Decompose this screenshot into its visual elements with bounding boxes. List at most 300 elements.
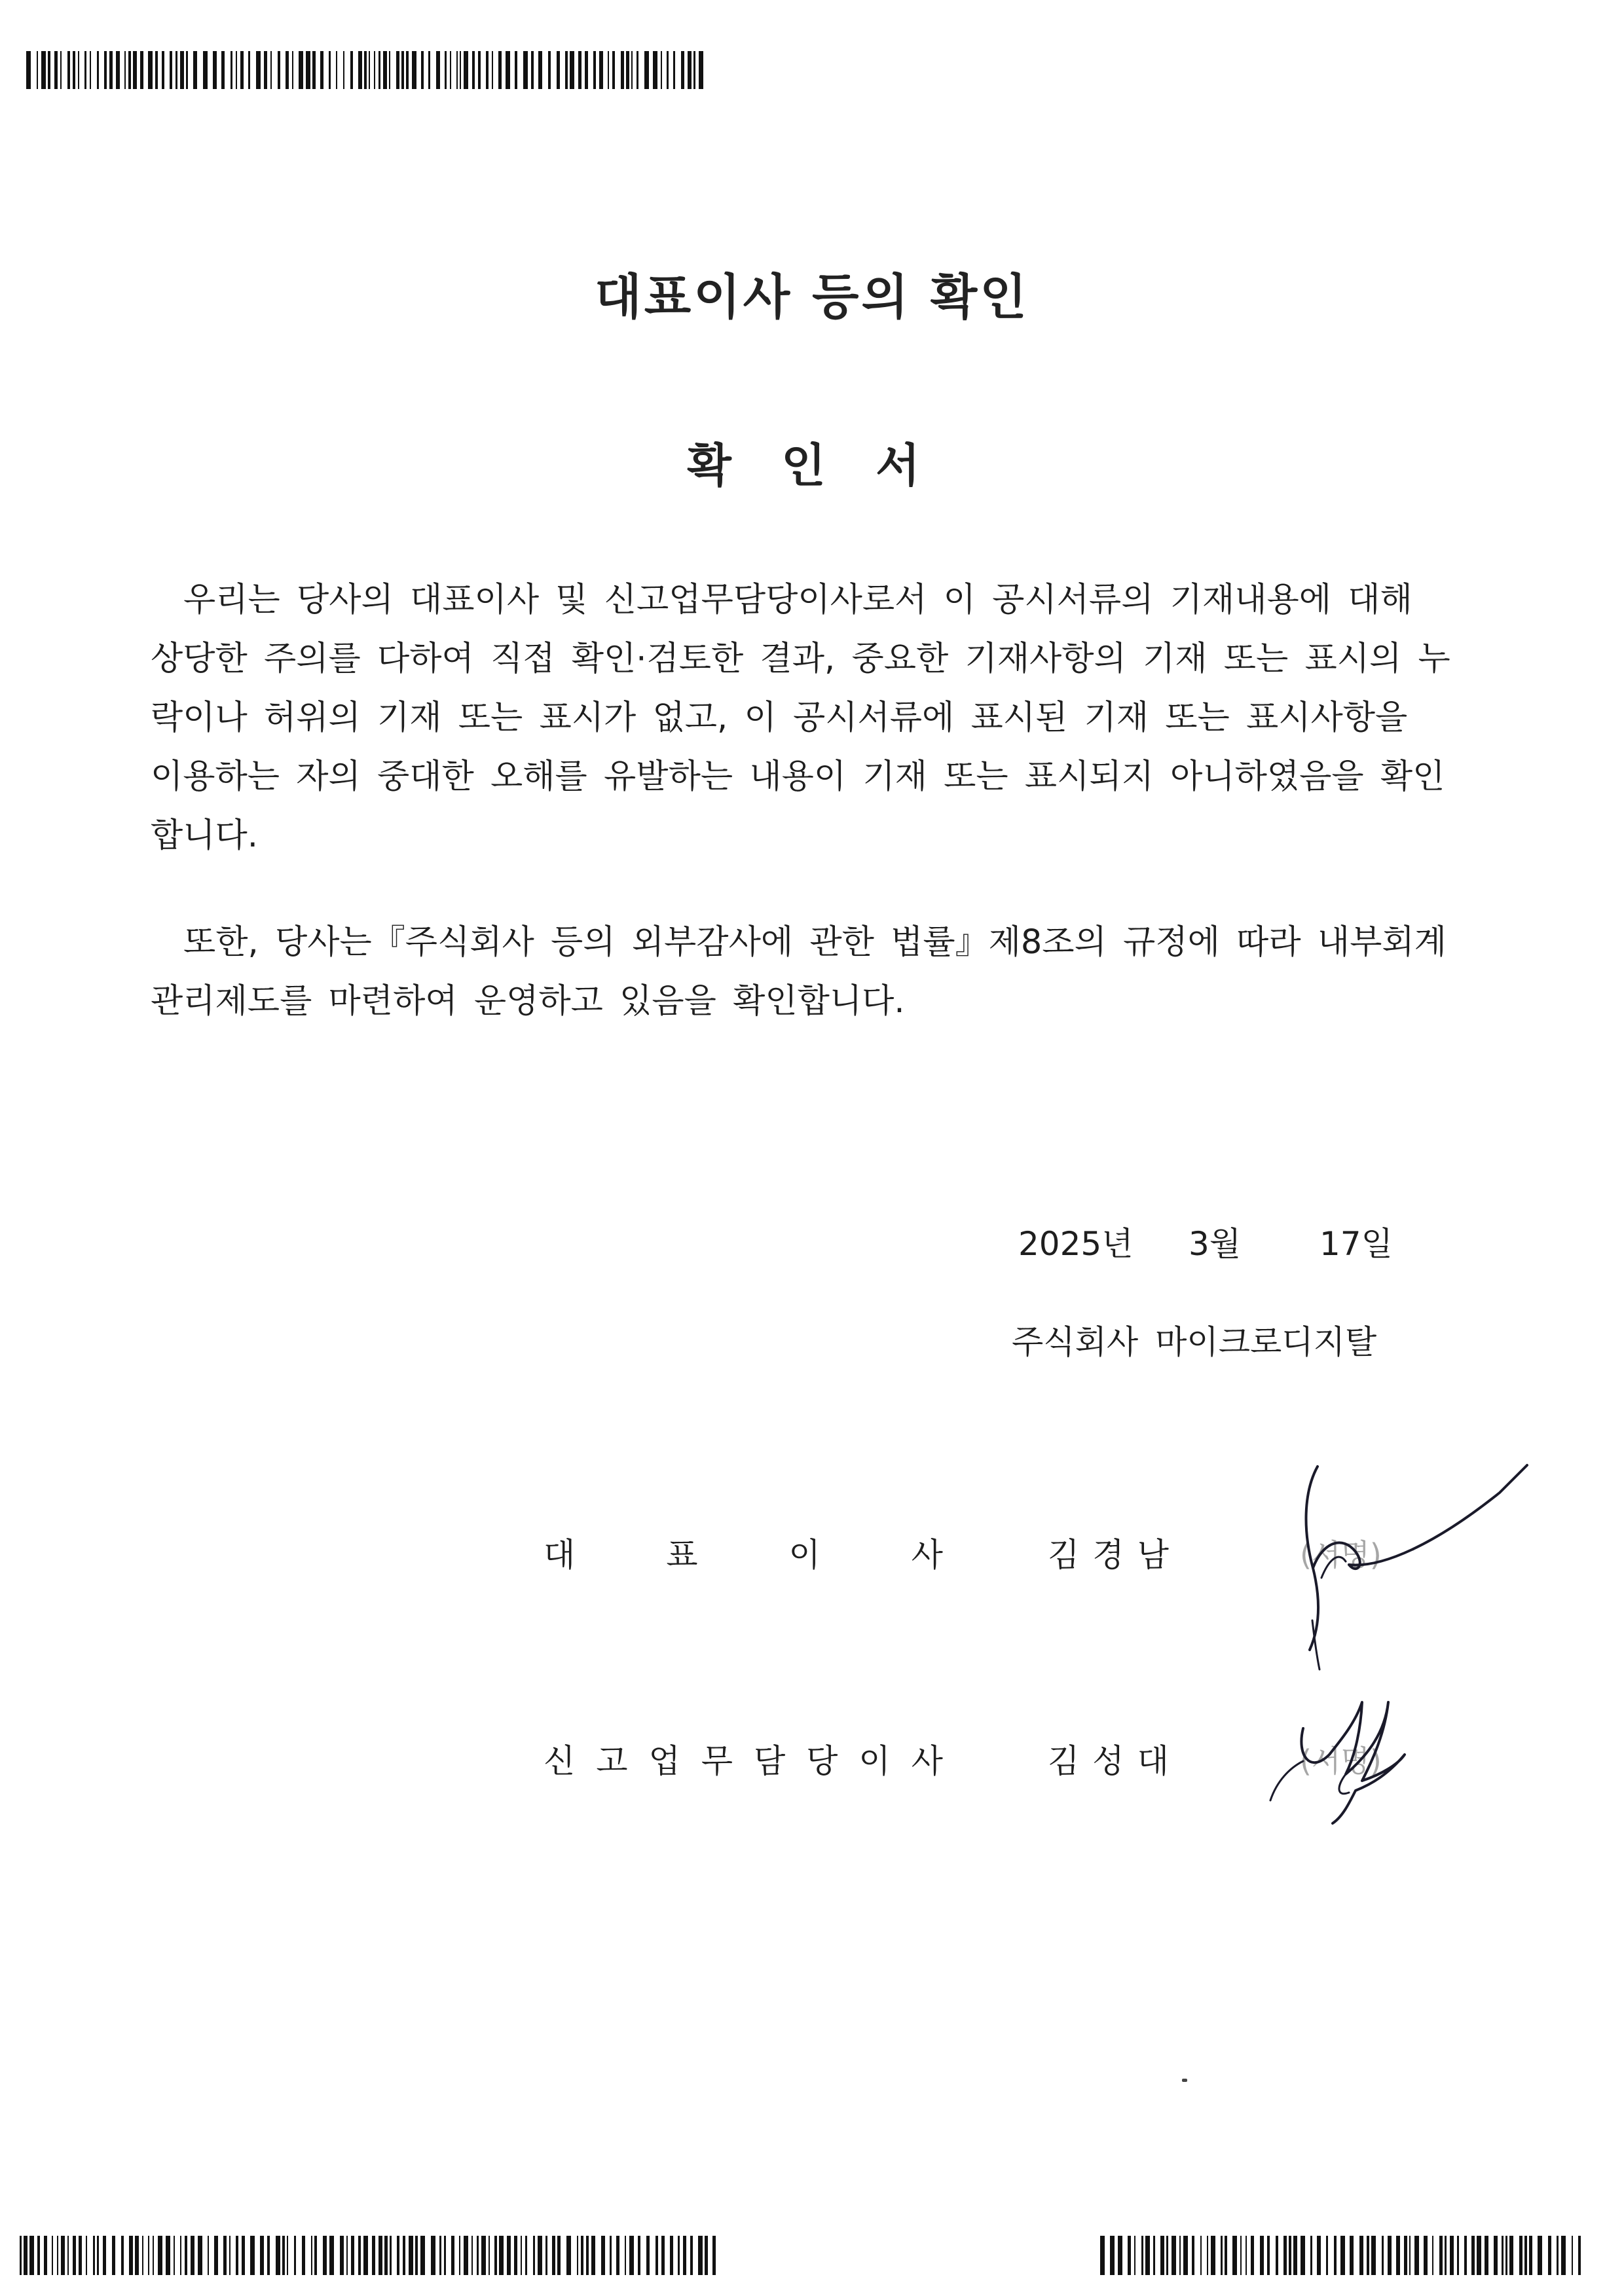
- barcode-bar: [1350, 2236, 1354, 2275]
- barcode-bar: [412, 51, 416, 89]
- barcode-bar: [48, 51, 50, 89]
- barcode-bar: [401, 51, 404, 89]
- barcode-bar: [231, 51, 232, 89]
- barcode-bar: [514, 2236, 517, 2275]
- barcode-bar: [44, 2236, 47, 2275]
- barcode-bar: [538, 51, 542, 89]
- barcode-bar: [329, 51, 331, 89]
- barcode-bar: [73, 2236, 76, 2275]
- barcode-bar: [486, 51, 489, 89]
- barcode-bar: [174, 2236, 175, 2275]
- barcode-bar: [436, 51, 440, 89]
- name-disclosure-director: 김성대: [1048, 1742, 1182, 1780]
- barcode-bar: [1128, 2236, 1131, 2275]
- barcode-bar: [661, 51, 662, 89]
- barcode-bar: [507, 2236, 511, 2275]
- barcode-bar: [369, 51, 371, 89]
- barcode-bar: [97, 2236, 99, 2275]
- barcode-bar: [78, 51, 79, 89]
- barcode-bar: [86, 2236, 87, 2275]
- barcode-bar: [570, 51, 574, 89]
- barcode-bar: [1404, 2236, 1407, 2275]
- barcode-bar: [1340, 2236, 1345, 2275]
- role-char: 신: [544, 1742, 576, 1780]
- barcode-bar: [186, 51, 188, 89]
- barcode-bar: [374, 51, 375, 89]
- barcode-bar: [638, 2236, 640, 2275]
- barcode-bar: [557, 51, 560, 89]
- barcode-bar: [155, 51, 158, 89]
- barcode-bar: [545, 2236, 547, 2275]
- barcode-bar: [1260, 2236, 1264, 2275]
- barcode-bar: [1477, 2236, 1481, 2275]
- barcode-bar: [489, 2236, 490, 2275]
- barcode-bar: [593, 51, 596, 89]
- barcode-bar: [444, 2236, 446, 2275]
- document-subtitle: 확 인 서: [687, 439, 937, 492]
- barcode-bar: [472, 51, 475, 89]
- barcode-bar: [1141, 2236, 1143, 2275]
- barcode-bar: [1183, 2236, 1188, 2275]
- barcode-bar: [460, 51, 461, 89]
- barcode-bar: [521, 2236, 522, 2275]
- name-ceo: 김경남: [1048, 1536, 1182, 1574]
- barcode-bar: [1240, 2236, 1242, 2275]
- barcode-bar: [153, 2236, 154, 2275]
- barcode-bar: [1519, 2236, 1522, 2275]
- barcode-bar: [591, 2236, 596, 2275]
- barcode-bar: [1424, 2236, 1428, 2275]
- barcode-bar: [260, 2236, 264, 2275]
- date-year: 2025년: [1018, 1225, 1134, 1263]
- barcode-bar: [667, 51, 669, 89]
- document-title: 대표이사 등의 확인: [595, 269, 1029, 325]
- barcode-bar: [37, 2236, 40, 2275]
- barcode-bar: [73, 51, 75, 89]
- barcode-bar: [240, 51, 244, 89]
- barcode-bar: [1166, 2236, 1168, 2275]
- date-month: 3월: [1189, 1225, 1242, 1263]
- barcode-bar: [533, 2236, 535, 2275]
- barcode-bar: [1100, 2236, 1105, 2275]
- role-disclosure-director: [544, 1741, 943, 1781]
- barcode-bar: [1160, 2236, 1165, 2275]
- barcode-bar: [1464, 2236, 1467, 2275]
- barcode-bar: [670, 2236, 673, 2275]
- signature-ceo: [1283, 1453, 1545, 1676]
- paragraph-line: 상당한 주의를 다하여 직접 확인·검토한 결과, 중요한 기재사항의 기재 또는 표시의 누: [151, 640, 1450, 678]
- barcode-bar: [67, 51, 70, 89]
- barcode-bar: [104, 51, 107, 89]
- barcode-bar: [421, 51, 424, 89]
- barcode-bar: [637, 51, 638, 89]
- barcode-bar: [566, 2236, 571, 2275]
- barcode-bar: [1207, 2236, 1208, 2275]
- paragraph-line: 관리제도를 마련하여 운영하고 있음을 확인합니다.: [151, 982, 905, 1021]
- barcode-bar: [1293, 2236, 1297, 2275]
- paragraph-line: 또한, 당사는『주식회사 등의 외부감사에 관한 법률』제8조의 규정에 따라 내부회계: [183, 923, 1447, 962]
- barcode-bar: [1225, 2236, 1227, 2275]
- barcode-bar: [264, 51, 267, 89]
- barcode-bar: [1524, 2236, 1527, 2275]
- barcode-bar: [1118, 2236, 1122, 2275]
- barcode-bar: [464, 51, 468, 89]
- barcode-bar: [1432, 2236, 1433, 2275]
- barcode-bar: [294, 2236, 296, 2275]
- barcode-bar: [129, 2236, 133, 2275]
- barcode-bar: [445, 51, 447, 89]
- barcode-bar: [323, 2236, 327, 2275]
- role-char: 이: [788, 1536, 821, 1574]
- barcode-bar: [406, 51, 409, 89]
- barcode-bottom-left: [20, 2236, 720, 2275]
- barcode-bar: [61, 2236, 65, 2275]
- barcode-bar: [538, 2236, 542, 2275]
- barcode-bar: [312, 51, 316, 89]
- barcode-bar: [1439, 2236, 1443, 2275]
- barcode-bar: [248, 51, 250, 89]
- barcode-bar: [267, 2236, 270, 2275]
- barcode-bar: [320, 51, 323, 89]
- barcode-bar: [166, 2236, 170, 2275]
- barcode-bar: [90, 51, 91, 89]
- barcode-bar: [109, 51, 113, 89]
- barcode-bar: [350, 51, 353, 89]
- barcode-bar: [79, 2236, 82, 2275]
- barcode-bar: [712, 2236, 716, 2275]
- barcode-bar: [311, 2236, 312, 2275]
- barcode-bar: [403, 2236, 405, 2275]
- barcode-bar: [54, 51, 58, 89]
- barcode-bar: [631, 51, 633, 89]
- barcode-bar: [1276, 2236, 1278, 2275]
- barcode-bar: [1211, 2236, 1215, 2275]
- barcode-bar: [286, 51, 289, 89]
- barcode-bar: [67, 2236, 69, 2275]
- barcode-bar: [644, 51, 649, 89]
- role-char: 고: [596, 1742, 628, 1780]
- barcode-bar: [358, 2236, 361, 2275]
- barcode-bar: [282, 2236, 285, 2275]
- barcode-bar: [180, 51, 184, 89]
- role-char: 사: [911, 1742, 943, 1780]
- barcode-bar: [693, 51, 695, 89]
- barcode-bar: [610, 2236, 612, 2275]
- barcode-bar: [213, 51, 217, 89]
- confirmation-paragraph: [151, 571, 1473, 866]
- barcode-bar: [52, 2236, 53, 2275]
- barcode-bar: [363, 2236, 368, 2275]
- barcode-bar: [128, 51, 131, 89]
- barcode-bar: [57, 2236, 58, 2275]
- barcode-bar: [97, 51, 99, 89]
- barcode-bar: [340, 2236, 344, 2275]
- barcode-bar: [688, 51, 692, 89]
- barcode-bar: [1396, 2236, 1400, 2275]
- barcode-bar: [699, 51, 703, 89]
- barcode-bar: [221, 51, 225, 89]
- barcode-bar: [214, 2236, 218, 2275]
- barcode-bar: [1267, 2236, 1270, 2275]
- barcode-bar: [124, 51, 126, 89]
- barcode-bar: [498, 51, 502, 89]
- barcode-bar: [428, 51, 430, 89]
- barcode-bar: [20, 2236, 22, 2275]
- barcode-bar: [343, 51, 344, 89]
- barcode-bar: [1450, 2236, 1454, 2275]
- barcode-bar: [681, 51, 684, 89]
- barcode-bar: [515, 51, 517, 89]
- barcode-bar: [24, 2236, 28, 2275]
- barcode-bar: [616, 2236, 619, 2275]
- barcode-bar: [203, 51, 208, 89]
- barcode-bar: [548, 51, 551, 89]
- seal-label-disclosure-director: (서명): [1300, 1743, 1382, 1779]
- barcode-bar: [1153, 2236, 1155, 2275]
- barcode-bar: [250, 2236, 255, 2275]
- barcode-bar: [557, 2236, 561, 2275]
- barcode-bar: [439, 2236, 441, 2275]
- barcode-bar: [223, 2236, 227, 2275]
- role-char: 표: [666, 1536, 698, 1574]
- barcode-bar: [1251, 2236, 1254, 2275]
- internal-control-paragraph: [151, 913, 1473, 1031]
- barcode-bar: [148, 2236, 149, 2275]
- barcode-bar: [471, 2236, 473, 2275]
- barcode-bar: [26, 51, 31, 89]
- barcode-bar: [678, 2236, 680, 2275]
- barcode-bar: [1502, 2236, 1504, 2275]
- barcode-bar: [1494, 2236, 1498, 2275]
- barcode-bar: [191, 2236, 194, 2275]
- barcode-bar: [329, 2236, 334, 2275]
- barcode-bar: [383, 51, 387, 89]
- barcode-bar: [314, 2236, 317, 2275]
- barcode-bar: [346, 2236, 348, 2275]
- barcode-bar: [276, 2236, 280, 2275]
- role-char: 이: [858, 1742, 891, 1780]
- barcode-bar: [481, 2236, 486, 2275]
- barcode-bar: [525, 2236, 527, 2275]
- barcode-bar: [1382, 2236, 1384, 2275]
- barcode-bar: [1414, 2236, 1419, 2275]
- role-char: 담: [753, 1742, 786, 1780]
- barcode-bar: [1388, 2236, 1392, 2275]
- barcode-bar: [1334, 2236, 1337, 2275]
- scan-speck: [1182, 2079, 1187, 2082]
- barcode-bar: [612, 51, 615, 89]
- barcode-bar: [409, 2236, 413, 2275]
- signature-disclosure-director: [1264, 1676, 1434, 1833]
- barcode-bar: [41, 51, 46, 89]
- barcode-bar: [180, 2236, 181, 2275]
- role-char: 사: [911, 1536, 943, 1574]
- paragraph-line: 우리는 당사의 대표이사 및 신고업무담당이사로서 이 공시서류의 기재내용에 대해: [183, 581, 1412, 619]
- barcode-bar: [478, 51, 481, 89]
- barcode-bar: [683, 2236, 686, 2275]
- barcode-bar: [135, 2236, 139, 2275]
- barcode-bar: [1529, 2236, 1533, 2275]
- barcode-bar: [1110, 2236, 1115, 2275]
- barcode-bar: [581, 2236, 583, 2275]
- barcode-bar: [565, 51, 568, 89]
- barcode-bar: [601, 2236, 605, 2275]
- barcode-bar: [302, 2236, 305, 2275]
- barcode-bar: [292, 51, 293, 89]
- barcode-bar: [193, 51, 197, 89]
- barcode-bar: [185, 2236, 187, 2275]
- barcode-bar: [236, 2236, 238, 2275]
- barcode-bar: [390, 2236, 392, 2275]
- barcode-bar: [531, 51, 534, 89]
- barcode-bar: [397, 2236, 399, 2275]
- barcode-bar: [655, 2236, 658, 2275]
- company-name: 주식회사 마이크로디지탈: [1012, 1323, 1377, 1361]
- barcode-bar: [270, 51, 272, 89]
- barcode-bar: [599, 51, 603, 89]
- barcode-bar: [1505, 2236, 1507, 2275]
- barcode-bar: [1246, 2236, 1247, 2275]
- barcode-bar: [148, 51, 153, 89]
- barcode-bar: [626, 51, 629, 89]
- barcode-bar: [1221, 2236, 1223, 2275]
- barcode-bar: [364, 51, 367, 89]
- barcode-bar: [1310, 2236, 1312, 2275]
- barcode-bar: [477, 2236, 479, 2275]
- barcode-bar: [1359, 2236, 1363, 2275]
- barcode-bar: [1538, 2236, 1542, 2275]
- barcode-bar: [1145, 2236, 1150, 2275]
- barcode-bar: [242, 2236, 245, 2275]
- barcode-bar: [170, 51, 172, 89]
- barcode-bar: [1471, 2236, 1475, 2275]
- barcode-bar: [1445, 2236, 1447, 2275]
- barcode-bottom-right: [1100, 2236, 1585, 2275]
- barcode-bar: [523, 51, 528, 89]
- barcode-bar: [1326, 2236, 1328, 2275]
- barcode-bar: [198, 2236, 202, 2275]
- paragraph-line: 합니다.: [151, 816, 259, 855]
- barcode-bar: [653, 51, 657, 89]
- barcode-bar: [1457, 2236, 1459, 2275]
- barcode-bar: [158, 2236, 162, 2275]
- barcode-top: [26, 51, 707, 89]
- barcode-bar: [450, 51, 451, 89]
- barcode-bar: [451, 2236, 454, 2275]
- barcode-bar: [133, 51, 138, 89]
- barcode-bar: [629, 2236, 634, 2275]
- barcode-bar: [84, 51, 86, 89]
- barcode-bar: [306, 51, 310, 89]
- seal-label-ceo: (서명): [1300, 1537, 1382, 1573]
- barcode-bar: [378, 51, 380, 89]
- barcode-bar: [1409, 2236, 1411, 2275]
- barcode-bar: [1289, 2236, 1292, 2275]
- barcode-bar: [1179, 2236, 1181, 2275]
- barcode-bar: [299, 51, 303, 89]
- barcode-bar: [1557, 2236, 1559, 2275]
- barcode-bar: [236, 51, 237, 89]
- barcode-bar: [1317, 2236, 1321, 2275]
- barcode-bar: [459, 2236, 460, 2275]
- barcode-bar: [1134, 2236, 1135, 2275]
- barcode-bar: [93, 2236, 95, 2275]
- barcode-bar: [1232, 2236, 1237, 2275]
- barcode-bar: [121, 2236, 124, 2275]
- barcode-bar: [278, 51, 280, 89]
- barcode-bar: [336, 51, 337, 89]
- barcode-bar: [256, 51, 261, 89]
- barcode-bar: [456, 51, 458, 89]
- barcode-bar: [1367, 2236, 1369, 2275]
- barcode-bar: [552, 2236, 555, 2275]
- barcode-bar: [698, 2236, 703, 2275]
- barcode-bar: [492, 51, 493, 89]
- barcode-bar: [142, 2236, 144, 2275]
- barcode-bar: [208, 2236, 209, 2275]
- barcode-bar: [494, 2236, 497, 2275]
- barcode-bar: [585, 51, 589, 89]
- barcode-bar: [1192, 2236, 1194, 2275]
- role-char: 업: [648, 1742, 680, 1780]
- barcode-bar: [175, 51, 177, 89]
- barcode-bar: [499, 2236, 504, 2275]
- paragraph-line: 이용하는 자의 중대한 오해를 유발하는 내용이 기재 또는 표시되지 아니하였음을 확인: [151, 757, 1445, 796]
- barcode-bar: [1371, 2236, 1376, 2275]
- barcode-bar: [229, 2236, 231, 2275]
- barcode-bar: [578, 51, 581, 89]
- barcode-bar: [116, 51, 120, 89]
- barcode-bar: [625, 2236, 626, 2275]
- role-char: 대: [544, 1536, 576, 1574]
- barcode-bar: [396, 51, 399, 89]
- role-ceo: [544, 1535, 943, 1575]
- barcode-bar: [112, 2236, 115, 2275]
- barcode-bar: [586, 2236, 589, 2275]
- barcode-bar: [673, 51, 675, 89]
- barcode-bar: [1485, 2236, 1488, 2275]
- barcode-bar: [140, 51, 143, 89]
- barcode-bar: [1561, 2236, 1566, 2275]
- barcode-bar: [646, 2236, 650, 2275]
- barcode-bar: [372, 2236, 375, 2275]
- barcode-bar: [705, 2236, 708, 2275]
- barcode-bar: [378, 2236, 383, 2275]
- barcode-bar: [287, 2236, 288, 2275]
- barcode-bar: [103, 2236, 106, 2275]
- barcode-bar: [60, 51, 62, 89]
- barcode-bar: [608, 51, 609, 89]
- barcode-bar: [358, 51, 362, 89]
- barcode-bar: [577, 2236, 578, 2275]
- barcode-bar: [621, 51, 624, 89]
- barcode-bar: [1172, 2236, 1176, 2275]
- barcode-bar: [506, 51, 510, 89]
- role-char: 당: [806, 1742, 838, 1780]
- barcode-bar: [1548, 2236, 1551, 2275]
- barcode-bar: [431, 2236, 435, 2275]
- barcode-bar: [690, 2236, 693, 2275]
- barcode-bar: [464, 2236, 468, 2275]
- barcode-bar: [420, 2236, 425, 2275]
- date-day: 17일: [1320, 1225, 1393, 1263]
- barcode-bar: [1283, 2236, 1287, 2275]
- barcode-bar: [389, 51, 390, 89]
- barcode-bar: [415, 2236, 418, 2275]
- barcode-bar: [1301, 2236, 1305, 2275]
- barcode-bar: [661, 2236, 665, 2275]
- barcode-bar: [37, 51, 38, 89]
